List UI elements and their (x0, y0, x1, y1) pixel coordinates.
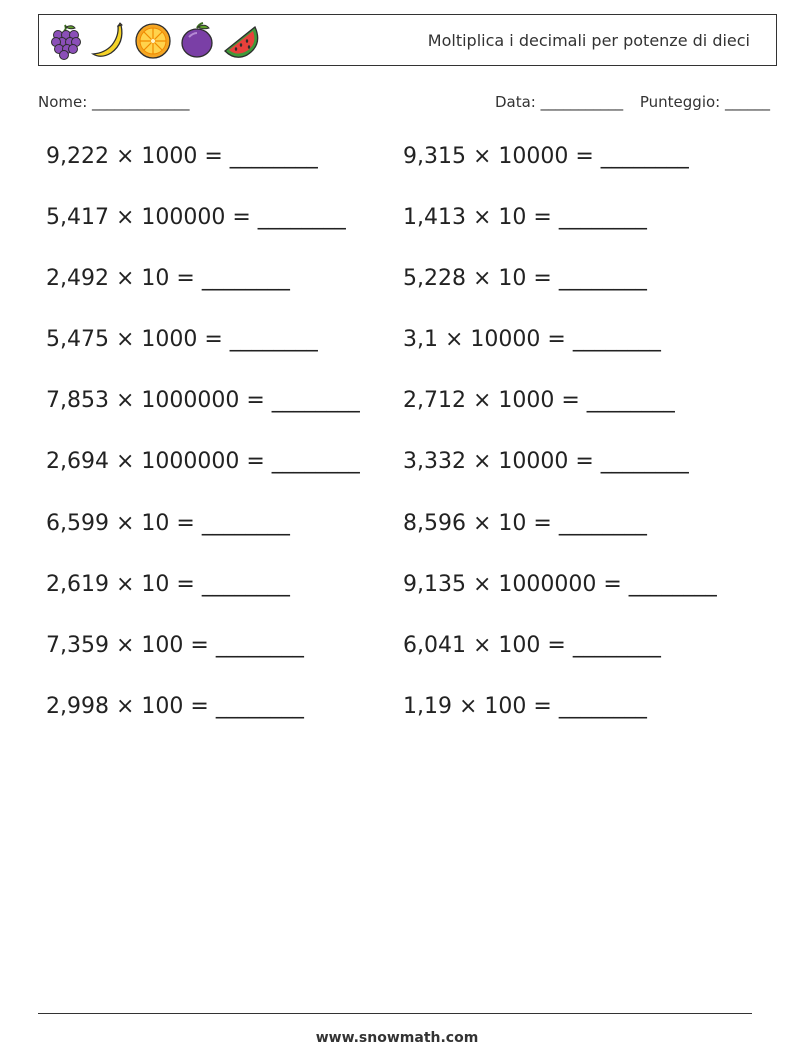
problem-13: 6,599 × 10 = ________ (46, 510, 290, 536)
footer-url: www.snowmath.com (315, 1030, 479, 1046)
footer-divider (38, 1013, 752, 1014)
plum-icon (177, 21, 217, 61)
problem-20: 1,19 × 100 = ________ (403, 693, 647, 719)
problem-row (46, 449, 766, 510)
problem-17: 7,359 × 100 = ________ (46, 632, 304, 658)
problem-2: 9,315 × 10000 = ________ (403, 144, 689, 169)
date-score-fields (495, 93, 770, 111)
problem-row (46, 266, 766, 327)
name-field: Nome: _____________ (38, 93, 190, 111)
problem-grid (46, 144, 766, 755)
page-title: Moltiplica i decimali per potenze di dieci (427, 31, 750, 50)
problem-14: 8,596 × 10 = ________ (403, 510, 647, 536)
problem-9: 7,853 × 1000000 = ________ (46, 388, 360, 414)
grapes-icon (45, 21, 85, 61)
banana-icon (89, 21, 129, 61)
problem-row (46, 694, 766, 755)
watermelon-icon (221, 21, 261, 61)
problem-3: 5,417 × 100000 = ________ (46, 205, 346, 231)
problem-16: 9,135 × 1000000 = ________ (403, 571, 717, 597)
problem-7: 5,475 × 1000 = ________ (46, 327, 318, 353)
orange-icon (133, 21, 173, 61)
problem-row (46, 572, 766, 633)
problem-4: 1,413 × 10 = ________ (403, 205, 647, 231)
problem-8: 3,1 × 10000 = ________ (403, 327, 661, 353)
problem-6: 5,228 × 10 = ________ (403, 266, 647, 292)
problem-15: 2,619 × 10 = ________ (46, 571, 290, 597)
problem-row (46, 511, 766, 572)
problem-row (46, 205, 766, 266)
problem-5: 2,492 × 10 = ________ (46, 266, 290, 292)
score-field: Punteggio: ______ (639, 93, 770, 111)
problem-18: 6,041 × 100 = ________ (403, 632, 661, 658)
problem-10: 2,712 × 1000 = ________ (403, 388, 675, 414)
problem-19: 2,998 × 100 = ________ (46, 693, 304, 719)
problem-11: 2,694 × 1000000 = ________ (46, 449, 360, 475)
date-field: Data: ___________ (494, 93, 624, 111)
problem-1: 9,222 × 1000 = ________ (46, 144, 318, 169)
problem-row (46, 633, 766, 694)
problem-12: 3,332 × 10000 = ________ (403, 449, 689, 475)
header-box (38, 14, 777, 66)
problem-row (46, 388, 766, 449)
problem-row (46, 144, 766, 205)
problem-row (46, 327, 766, 388)
fruit-icons (45, 19, 261, 63)
